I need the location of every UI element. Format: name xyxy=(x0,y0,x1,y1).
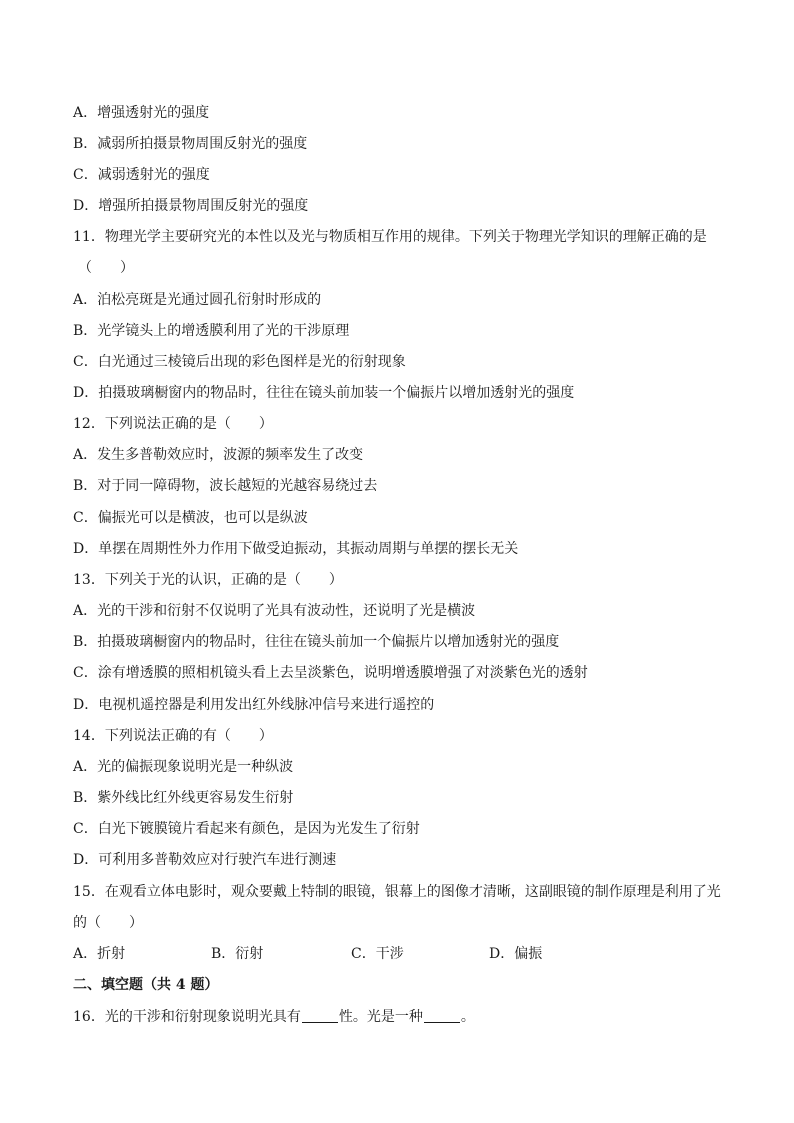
q15-stem: 15．在观看立体电影时，观众要戴上特制的眼镜，银幕上的图像才清晰，这副眼镜的制作原理是利用了光 xyxy=(73,884,721,900)
q16-stem xyxy=(73,1008,475,1026)
q14-option-b: B．紫外线比红外线更容易发生衍射 xyxy=(73,790,294,806)
q16-text-part2: 性。光是一种 xyxy=(338,1009,423,1025)
q16-blank-1 xyxy=(302,1008,338,1023)
q11-option-b: B．光学镜头上的增透膜利用了光的干涉原理 xyxy=(73,323,350,339)
q12-option-d: D．单摆在周期性外力作用下做受迫振动，其振动周期与单摆的摆长无关 xyxy=(73,541,519,557)
q11-stem: 11．物理光学主要研究光的本性以及光与物质相互作用的规律。下列关于物理光学知识的理解正确的是 xyxy=(73,229,707,245)
q12-option-b: B．对于同一障碍物，波长越短的光越容易绕过去 xyxy=(73,478,378,494)
q10-option-b: B．减弱所拍摄景物周围反射光的强度 xyxy=(73,136,308,152)
q12-option-c: C．偏振光可以是横波，也可以是纵波 xyxy=(73,510,308,526)
q13-option-b: B．拍摄玻璃橱窗内的物品时，往往在镜头前加一个偏振片以增加透射光的强度 xyxy=(73,634,560,650)
q11-option-d: D．拍摄玻璃橱窗内的物品时，往往在镜头前加装一个偏振片以增加透射光的强度 xyxy=(73,385,575,401)
q15-option-b: B．衍射 xyxy=(211,946,264,962)
q11-option-a: A．泊松亮斑是光通过圆孔衍射时形成的 xyxy=(73,292,322,308)
q12-option-a: A．发生多普勒效应时，波源的频率发生了改变 xyxy=(73,447,364,463)
q15-options xyxy=(73,945,542,963)
q13-option-c: C．涂有增透膜的照相机镜头看上去呈淡紫色，说明增透膜增强了对淡紫色光的透射 xyxy=(73,665,588,681)
q14-option-c: C．白光下镀膜镜片看起来有颜色，是因为光发生了衍射 xyxy=(73,821,420,837)
q13-stem: 13．下列关于光的认识，正确的是（ ） xyxy=(73,572,343,588)
q14-option-a: A．光的偏振现象说明光是一种纵波 xyxy=(73,759,294,775)
q15-option-c: C．干涉 xyxy=(351,946,404,962)
q14-option-d: D．可利用多普勒效应对行驶汽车进行测速 xyxy=(73,852,337,868)
q14-stem: 14．下列说法正确的有（ ） xyxy=(73,728,273,744)
q15-option-d: D．偏振 xyxy=(489,946,543,962)
q15-option-a: A．折射 xyxy=(73,946,126,962)
q12-stem: 12．下列说法正确的是（ ） xyxy=(73,416,273,432)
q16-text-part1: 16．光的干涉和衍射现象说明光具有 xyxy=(73,1009,301,1025)
q11-option-c: C．白光通过三棱镜后出现的彩色图样是光的衍射现象 xyxy=(73,354,406,370)
q10-option-c: C．减弱透射光的强度 xyxy=(73,167,210,183)
q16-text-part3: 。 xyxy=(460,1009,475,1025)
q16-blank-2 xyxy=(424,1008,460,1023)
q13-option-a: A．光的干涉和衍射不仅说明了光具有波动性，还说明了光是横波 xyxy=(73,603,476,619)
q15-stem-continued: 的（ ） xyxy=(73,915,143,931)
q13-option-d: D．电视机遥控器是利用发出红外线脉冲信号来进行遥控的 xyxy=(73,697,435,713)
section-heading-fill-in: 二、填空题（共 4 题） xyxy=(73,977,219,993)
q10-option-d: D．增强所拍摄景物周围反射光的强度 xyxy=(73,198,309,214)
q10-option-a: A．增强透射光的强度 xyxy=(73,105,210,121)
q11-stem-continued: （ ） xyxy=(78,260,134,276)
